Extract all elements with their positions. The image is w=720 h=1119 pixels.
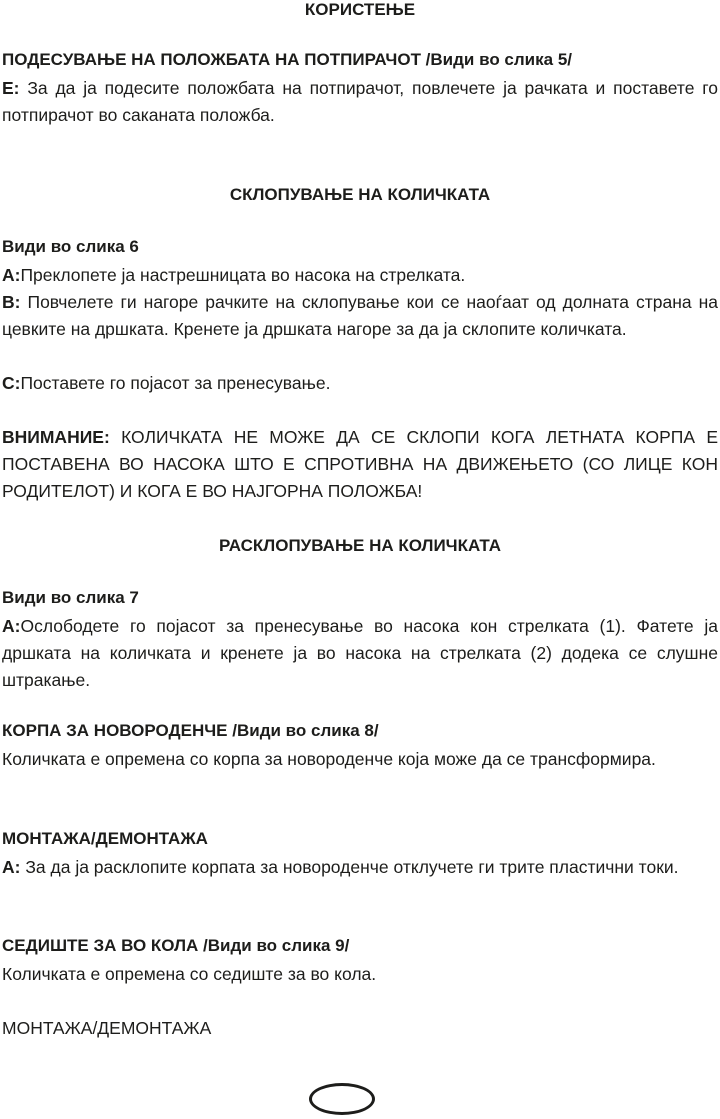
section-title-unfolding: РАСКЛОПУВАЊЕ НА КОЛИЧКАТА <box>218 536 502 555</box>
figure-reference-6: Види во слика 6 <box>2 237 139 256</box>
step-label: A: <box>2 616 21 636</box>
section-heading-text: ПОДЕСУВАЊЕ НА ПОЛОЖБАТА НА ПОТПИРАЧОТ / <box>2 50 431 69</box>
warning-paragraph <box>2 424 718 505</box>
figure-reference: Види во слика 9/ <box>207 936 350 955</box>
page-number-oval <box>309 1083 375 1115</box>
section-heading-text: СЕДИШТЕ ЗА ВО КОЛА / <box>2 936 208 955</box>
page-title: КОРИСТЕЊЕ <box>304 0 416 19</box>
step-text: Поставете го појасот за пренесување. <box>20 373 331 393</box>
step-a-unfolding <box>2 613 718 694</box>
step-c-folding <box>2 370 718 397</box>
paragraph-assembly-2: МОНТАЖА/ДЕМОНТАЖА <box>2 1018 212 1038</box>
figure-reference-7: Види во слика 7 <box>2 588 139 607</box>
section-heading-carrycot <box>2 721 379 741</box>
section-heading-text: КОРПА ЗА НОВОРОДЕНЧЕ / <box>2 721 237 740</box>
step-label: E: <box>2 78 20 98</box>
figure-reference: Види во слика 8/ <box>236 721 379 740</box>
warning-label: ВНИМАНИЕ: <box>2 427 110 447</box>
figure-reference: Види во слика 5/ <box>430 50 573 69</box>
step-b-folding <box>2 289 718 343</box>
step-text: Повчелете ги нагоре рачките на склопување кои се наоѓаат од долната страна на цевките на дршката. Кренете ја дршката нагоре за да ја склопите количката. <box>2 292 718 339</box>
paragraph-carrycot: Количката е опремена со корпа за новороденче која може да се трансформира. <box>2 749 656 769</box>
paragraph-backrest <box>2 75 718 129</box>
step-text: Преклопете ја настрешницата во насока на стрелката. <box>20 265 466 285</box>
step-text: Ослободете го појасот за пренесување во насока кон стрелката (1). Фатете ја дршката на количката и кренете ја во насока на стрелката (2) додека се слушне штракање. <box>2 616 718 690</box>
paragraph-text: За да ја подесите положбата на потпирачот, повлечете ја рачката и поставете го потпирачот во саканата положба. <box>2 78 718 125</box>
step-text: За да ја расклопите корпата за новороденче отклучете ги трите пластични токи. <box>25 857 679 877</box>
step-label: C: <box>2 373 21 393</box>
section-heading-car-seat <box>2 936 349 956</box>
section-heading-assembly: МОНТАЖА/ДЕМОНТАЖА <box>2 829 208 848</box>
paragraph-car-seat: Количката е опремена со седиште за во кола. <box>2 964 377 984</box>
step-label: B: <box>2 292 21 312</box>
step-a-assembly <box>2 854 718 881</box>
step-a-folding <box>2 262 718 289</box>
step-label: A: <box>2 857 21 877</box>
step-label: A: <box>2 265 21 285</box>
section-heading-backrest <box>2 50 572 70</box>
warning-text: КОЛИЧКАТА НЕ МОЖЕ ДА СЕ СКЛОПИ КОГА ЛЕТНАТА КОРПА Е ПОСТАВЕНА ВО НАСОКА ШТО Е СПРОТИВНА НА ДВИЖЕЊЕТО (СО ЛИЦЕ КОН РОДИТЕЛОТ) И КОГА Е ВО НАЈГОРНА ПОЛОЖБА! <box>2 427 718 501</box>
section-title-folding: СКЛОПУВАЊЕ НА КОЛИЧКАТА <box>229 185 491 204</box>
